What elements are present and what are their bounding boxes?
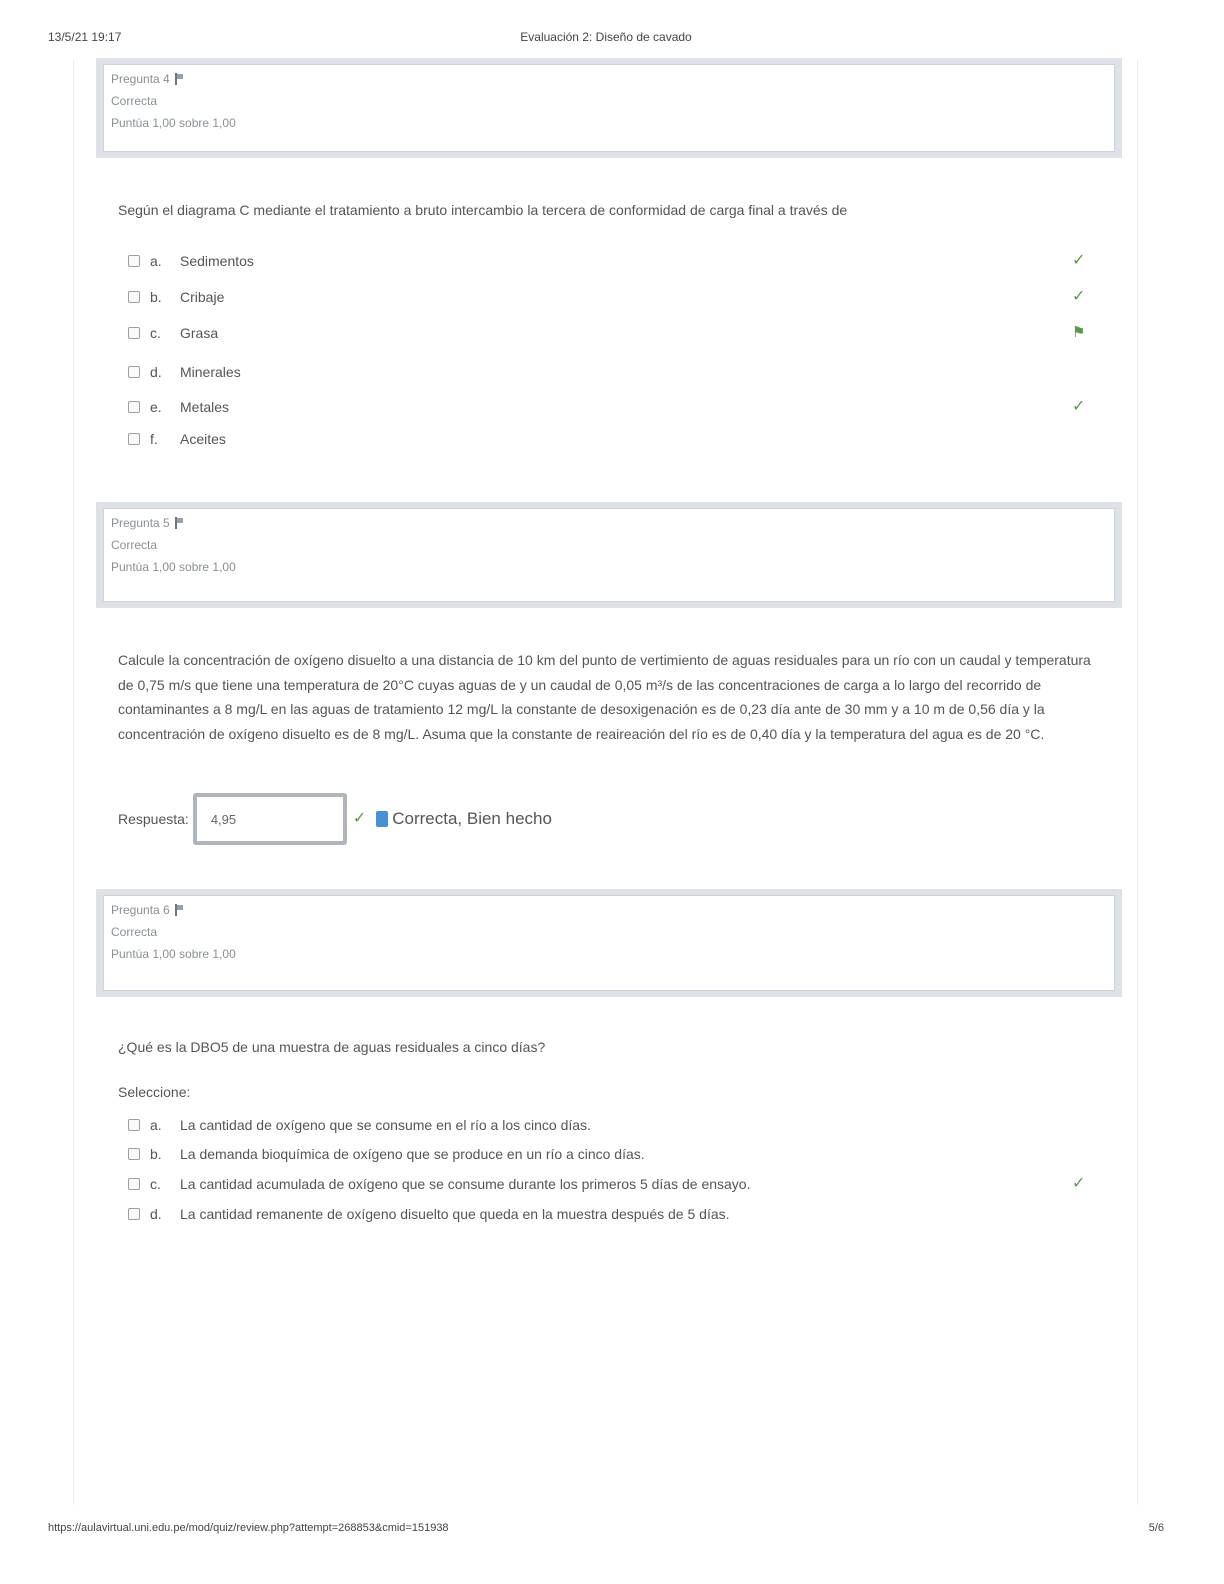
option-checkbox[interactable]: [128, 1119, 140, 1131]
answer-option[interactable]: [128, 361, 1088, 383]
print-footer: [48, 1522, 1164, 1540]
correct-check-icon: [1072, 252, 1088, 268]
option-letter: b.: [150, 1146, 162, 1162]
question-info-box: [96, 58, 1122, 158]
question-status: Correcta: [111, 94, 158, 108]
question-text: Calcule la concentración de oxígeno disuelto a una distancia de 10 km del punto de vertimiento de aguas residuales para un río con un caudal y temperatura de 0,75 m/s que tiene una temperatura de 20°C cuyas aguas de y un caudal de 0,05 m³/s de las concentraciones de carga a lo largo del recorrido de contaminantes a 8 mg/L en las aguas de tratamiento 12 mg/L la constante de desoxigenación es de 0,23 día ante de 30 mm y a 10 m de 0,56 día y la concentración de oxígeno disuelto es de 8 mg/L. Asuma que la constante de reaireación del río es de 0,40 día y la temperatura del agua es de 20 °C.: [118, 652, 1091, 742]
answer-option[interactable]: [128, 322, 1088, 344]
option-letter: a.: [150, 1117, 162, 1133]
option-letter: f.: [150, 431, 158, 447]
question-text: ¿Qué es la DBO5 de una muestra de aguas residuales a cinco días?: [118, 1039, 546, 1055]
option-checkbox[interactable]: [128, 1208, 140, 1220]
answer-area: [118, 793, 552, 845]
answer-option[interactable]: [128, 1143, 1088, 1165]
option-text: Cribaje: [180, 289, 225, 305]
option-checkbox[interactable]: [128, 366, 140, 378]
question-info-inner: [103, 508, 1115, 602]
question-info-box: [96, 889, 1122, 997]
option-text: La cantidad acumulada de oxígeno que se consume durante los primeros 5 días de ensayo.: [180, 1176, 751, 1192]
answer-option[interactable]: [128, 1173, 1088, 1195]
select-label: Seleccione:: [118, 1084, 191, 1100]
print-title: Evaluación 2: Diseño de cavado: [520, 30, 692, 44]
option-text: La demanda bioquímica de oxígeno que se produce en un río a cinco días.: [180, 1146, 645, 1162]
question-status: Correcta: [111, 538, 158, 552]
answer-option[interactable]: [128, 250, 1088, 272]
answer-option[interactable]: [128, 1114, 1088, 1136]
question-number-label: Pregunta 5: [111, 516, 170, 530]
option-letter: d.: [150, 1206, 162, 1222]
question-status: Correcta: [111, 925, 158, 939]
correct-check-icon: [1072, 398, 1088, 414]
answer-option[interactable]: [128, 286, 1088, 308]
option-checkbox[interactable]: [128, 1178, 140, 1190]
print-page-number: 5/6: [1148, 1522, 1164, 1534]
question-number-label: Pregunta 4: [111, 72, 170, 86]
question-info-box: [96, 502, 1122, 608]
question-number: [111, 68, 1107, 90]
correct-check-icon: [1072, 1175, 1088, 1191]
flag-question-icon[interactable]: [174, 73, 184, 85]
answer-input[interactable]: [193, 793, 347, 845]
option-letter: c.: [150, 325, 161, 341]
flag-icon: [1072, 324, 1088, 340]
question-number: [111, 512, 1107, 534]
option-letter: a.: [150, 253, 162, 269]
correct-check-icon: [1072, 288, 1088, 304]
option-text: Metales: [180, 399, 230, 415]
answer-option[interactable]: [128, 1203, 1088, 1225]
option-letter: c.: [150, 1176, 161, 1192]
question-score: Puntúa 1,00 sobre 1,00: [111, 947, 236, 961]
print-datetime: 13/5/21 19:17: [48, 30, 122, 44]
flag-question-icon[interactable]: [174, 904, 184, 916]
correct-check-icon: [353, 810, 366, 828]
answer-option[interactable]: [128, 396, 1088, 418]
option-checkbox[interactable]: [128, 327, 140, 339]
question-number: [111, 899, 1107, 921]
option-text: Minerales: [180, 364, 241, 380]
option-letter: e.: [150, 399, 162, 415]
option-text: Aceites: [180, 431, 226, 447]
option-checkbox[interactable]: [128, 1148, 140, 1160]
question-score: Puntúa 1,00 sobre 1,00: [111, 116, 236, 130]
question-info-inner: [103, 64, 1115, 152]
option-checkbox[interactable]: [128, 255, 140, 267]
print-url: https://aulavirtual.uni.edu.pe/mod/quiz/review.php?attempt=268853&cmid=151938: [48, 1522, 449, 1534]
question-number-label: Pregunta 6: [111, 903, 170, 917]
answer-label: Respuesta:: [118, 811, 189, 827]
feedback-marker-icon: [376, 811, 388, 827]
flag-question-icon[interactable]: [174, 517, 184, 529]
option-checkbox[interactable]: [128, 291, 140, 303]
question-info-inner: [103, 895, 1115, 991]
answer-feedback: [376, 809, 552, 829]
option-letter: d.: [150, 364, 162, 380]
answer-option[interactable]: [128, 428, 1088, 450]
feedback-text: Correcta, Bien hecho: [392, 809, 552, 828]
option-text: La cantidad de oxígeno que se consume en el río a los cinco días.: [180, 1117, 591, 1133]
option-text: Grasa: [180, 325, 219, 341]
option-text: Sedimentos: [180, 253, 254, 269]
print-header: [48, 30, 1164, 50]
question-score: Puntúa 1,00 sobre 1,00: [111, 560, 236, 574]
content-frame: [73, 60, 1138, 1505]
option-text: La cantidad remanente de oxígeno disuelto que queda en la muestra después de 5 días.: [180, 1206, 730, 1222]
option-checkbox[interactable]: [128, 433, 140, 445]
option-checkbox[interactable]: [128, 401, 140, 413]
option-letter: b.: [150, 289, 162, 305]
question-text: Según el diagrama C mediante el tratamiento a bruto intercambio la tercera de conformidad de carga final a través de: [118, 202, 848, 218]
